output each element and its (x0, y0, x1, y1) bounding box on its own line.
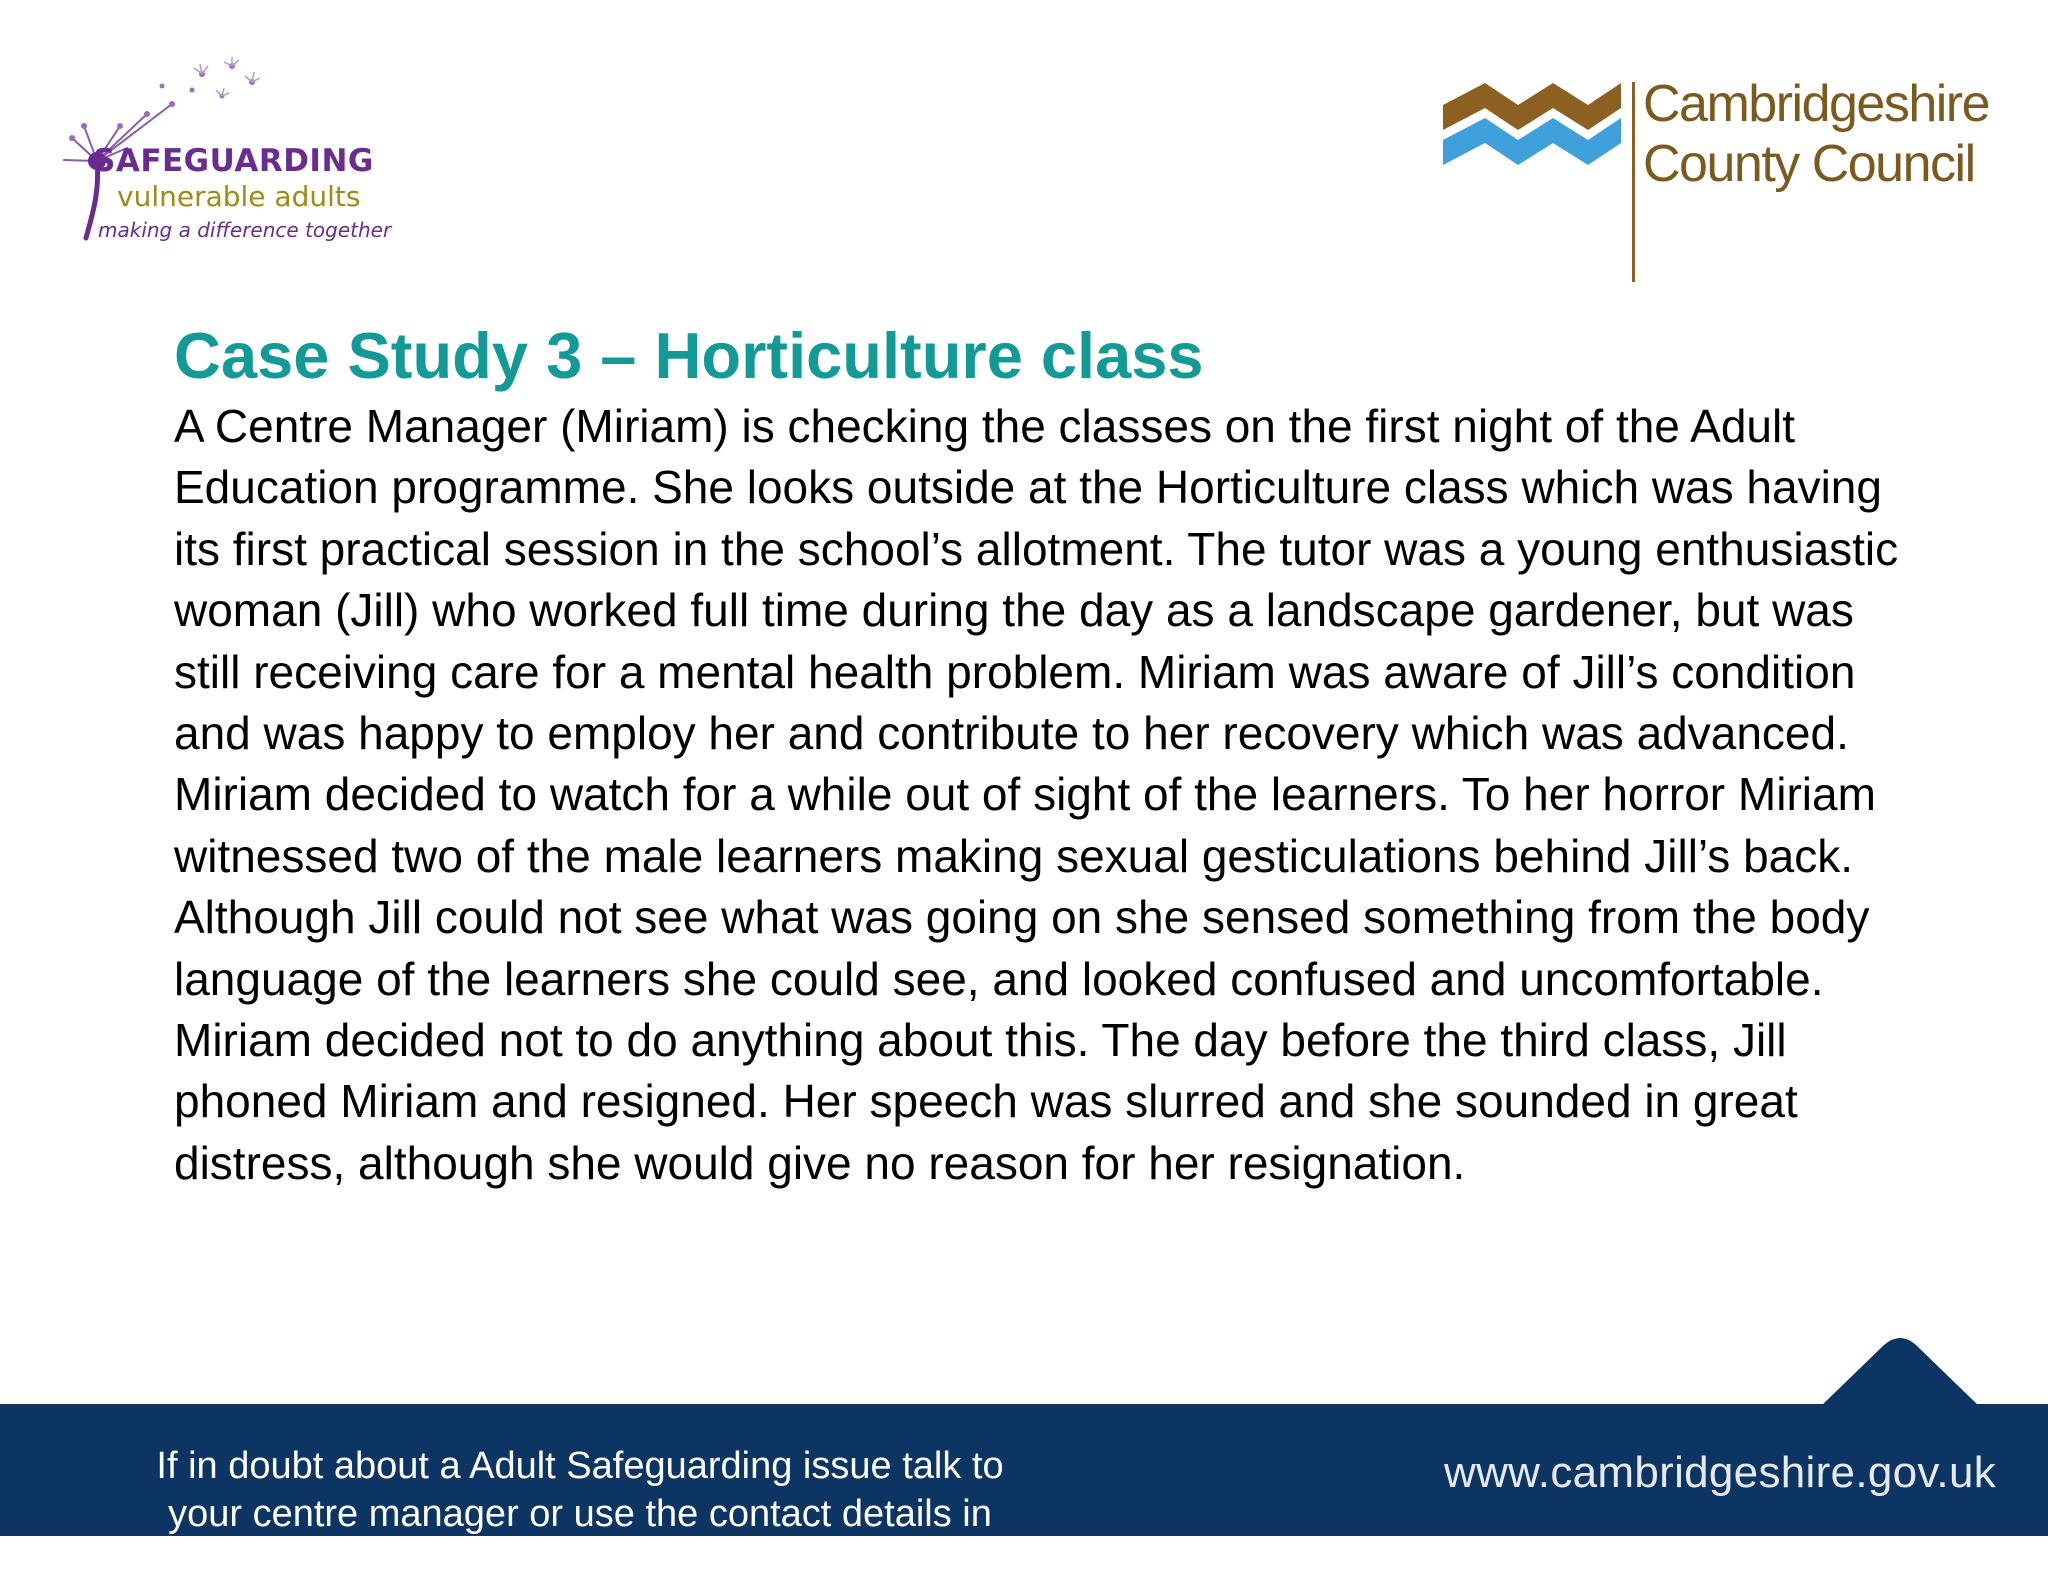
safeguarding-subtitle: vulnerable adults (117, 180, 361, 213)
case-study-paragraph-1: A Centre Manager (Miriam) is checking the classes on the first night of the Adult Education programme. She looks outside at the Horticulture class which was having its first practical session in the school’s allotment. The tutor was a young enthusiastic woman (Jill) who worked full time during the day as a landscape gardener, but was still receiving care for a mental health problem. Miriam was aware of Jill’s condition and was happy to employ her and contribute to her recovery which was advanced. (174, 400, 1899, 760)
council-name (1643, 74, 1989, 194)
case-study-paragraph-2: Miriam decided to watch for a while out of sight of the learners. To her horror Miriam witnessed two of the male learners making sexual gesticulations behind Jill’s back. Although Jill could not see what was going on she sensed something from the body language of the learners she could see, and looked confused and uncomfortable. Miriam decided not to do anything about this. The day before the third class, Jill phoned Miriam and resigned. Her speech was slurred and she sounded in great distress, although she would give no reason for her resignation. (174, 768, 1876, 1189)
slide-title: Case Study 3 – Horticulture class (174, 319, 1204, 392)
council-name-line2: County Council (1643, 135, 1975, 193)
footer-peak-shape (1820, 1335, 1980, 1407)
footer-message: If in doubt about a Adult Safeguarding issue talk to your centre manager or use the contact details in your resources folder (156, 1445, 1004, 1583)
safeguarding-tagline: making a difference together (98, 218, 392, 242)
council-name-line1: Cambridgeshire (1643, 75, 1990, 133)
safeguarding-title: SAFEGUARDING (93, 143, 374, 179)
case-study-body (174, 396, 1914, 1194)
footer-website-link[interactable]: www.cambridgeshire.gov.uk (1444, 1448, 1997, 1497)
